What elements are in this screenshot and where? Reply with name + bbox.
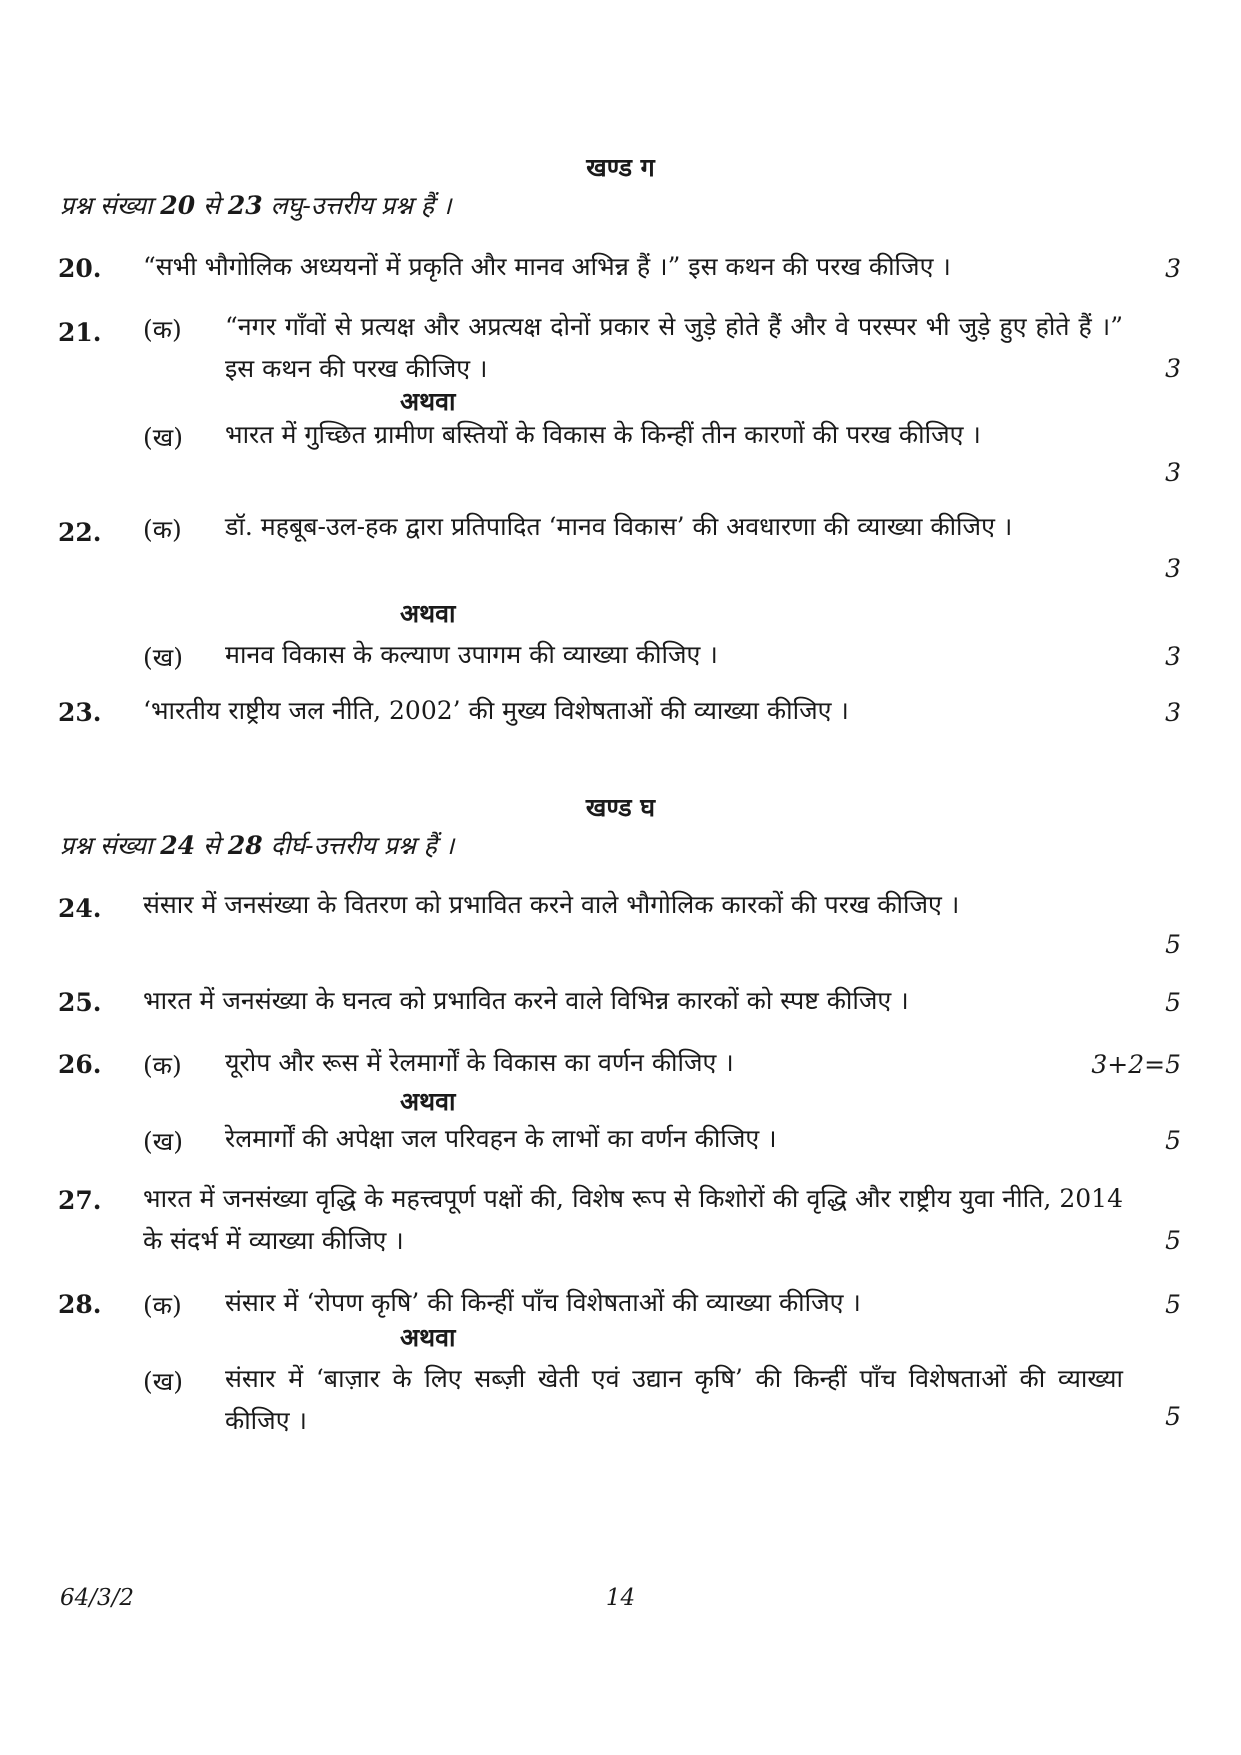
instruction-text: दीर्घ-उत्तरीय प्रश्न हैं । [262,831,455,860]
page-number: 14 [605,1585,636,1611]
question-number: 20. [58,254,102,283]
or-separator: अथवा [400,387,456,416]
question-number: 25. [58,988,102,1017]
question-number: 28. [58,1290,102,1319]
paper-code: 64/3/2 [60,1585,135,1611]
sub-question-label: (क) [143,1291,182,1320]
question-number: 24. [58,894,102,923]
question-number: 27. [58,1186,102,1215]
question-text: “नगर गाँवों से प्रत्यक्ष और अप्रत्यक्ष दोनों प्रकार से जुड़े होते हैं और वे परस्पर भी जुड़े हुए होते हैं ।” इस कथन की परख कीजिए । [225,312,1123,383]
or-separator: अथवा [400,599,456,628]
instruction-number: 28 [227,831,263,860]
question-text: संसार में ‘बाज़ार के लिए सब्ज़ी खेती एवं उद्यान कृषि’ की किन्हीं पाँच विशेषताओं की व्याख्या कीजिए । [225,1364,1123,1435]
question-marks: 3 [1165,458,1181,487]
question-marks: 3 [1165,554,1181,583]
question-text: भारत में जनसंख्या के घनत्व को प्रभावित करने वाले विभिन्न कारकों को स्पष्ट कीजिए । [143,986,909,1015]
sub-question-label: (क) [143,515,182,544]
question-number: 26. [58,1050,102,1079]
instruction-text: लघु-उत्तरीय प्रश्न हैं । [262,191,452,220]
instruction-text: प्रश्न संख्या [60,831,161,860]
question-marks: 5 [1165,1290,1181,1319]
question-marks: 5 [1165,1226,1181,1255]
question-text: संसार में ‘रोपण कृषि’ की किन्हीं पाँच विशेषताओं की व्याख्या कीजिए । [225,1288,861,1317]
or-separator: अथवा [400,1087,456,1116]
or-separator: अथवा [400,1323,456,1352]
sub-question-label: (क) [143,1051,182,1080]
sub-question-label: (ख) [143,1367,183,1396]
section-d-title: खण्ड घ [585,793,656,822]
sub-question-label: (ख) [143,1127,183,1156]
question-number: 23. [58,698,102,727]
question-text: “सभी भौगोलिक अध्ययनों में प्रकृति और मानव अभिन्न हैं ।” इस कथन की परख कीजिए । [143,252,951,281]
instruction-number: 23 [227,191,263,220]
question-text: ‘भारतीय राष्ट्रीय जल नीति, 2002’ की मुख्य विशेषताओं की व्याख्या कीजिए । [143,696,849,725]
question-text: मानव विकास के कल्याण उपागम की व्याख्या कीजिए । [225,640,718,669]
instruction-number: 20 [160,191,196,220]
sub-question-label: (ख) [143,423,183,452]
question-marks: 5 [1165,930,1181,959]
question-number: 21. [58,318,102,347]
instruction-text: से [195,831,228,860]
sub-question-label: (क) [143,315,182,344]
question-text: यूरोप और रूस में रेलमार्गों के विकास का वर्णन कीजिए । [225,1048,734,1077]
question-marks: 3 [1165,698,1181,727]
question-marks: 3 [1165,642,1181,671]
question-number: 22. [58,518,102,547]
question-marks: 3 [1165,254,1181,283]
section-c-instruction [60,188,451,222]
question-text: रेलमार्गों की अपेक्षा जल परिवहन के लाभों का वर्णन कीजिए । [225,1124,777,1153]
section-c-title: खण्ड ग [586,153,655,182]
sub-question-label: (ख) [143,643,183,672]
question-text: भारत में जनसंख्या वृद्धि के महत्त्वपूर्ण पक्षों की, विशेष रूप से किशोरों की वृद्धि और राष्ट्रीय युवा नीति, 2014 के संदर्भ में व्याख्या कीजिए । [143,1184,1123,1255]
question-text: संसार में जनसंख्या के वितरण को प्रभावित करने वाले भौगोलिक कारकों की परख कीजिए । [143,890,960,919]
section-d-instruction [60,828,454,862]
instruction-number: 24 [160,831,196,860]
question-text: भारत में गुच्छित ग्रामीण बस्तियों के विकास के किन्हीं तीन कारणों की परख कीजिए । [225,420,981,449]
question-marks: 5 [1165,1402,1181,1431]
instruction-text: से [195,191,228,220]
question-marks: 3 [1165,354,1181,383]
question-marks: 5 [1165,1126,1181,1155]
question-marks: 3+2=5 [1091,1050,1181,1079]
question-text: डॉ. महबूब-उल-हक द्वारा प्रतिपादित ‘मानव विकास’ की अवधारणा की व्याख्या कीजिए । [225,512,1013,541]
instruction-text: प्रश्न संख्या [60,191,161,220]
question-marks: 5 [1165,988,1181,1017]
